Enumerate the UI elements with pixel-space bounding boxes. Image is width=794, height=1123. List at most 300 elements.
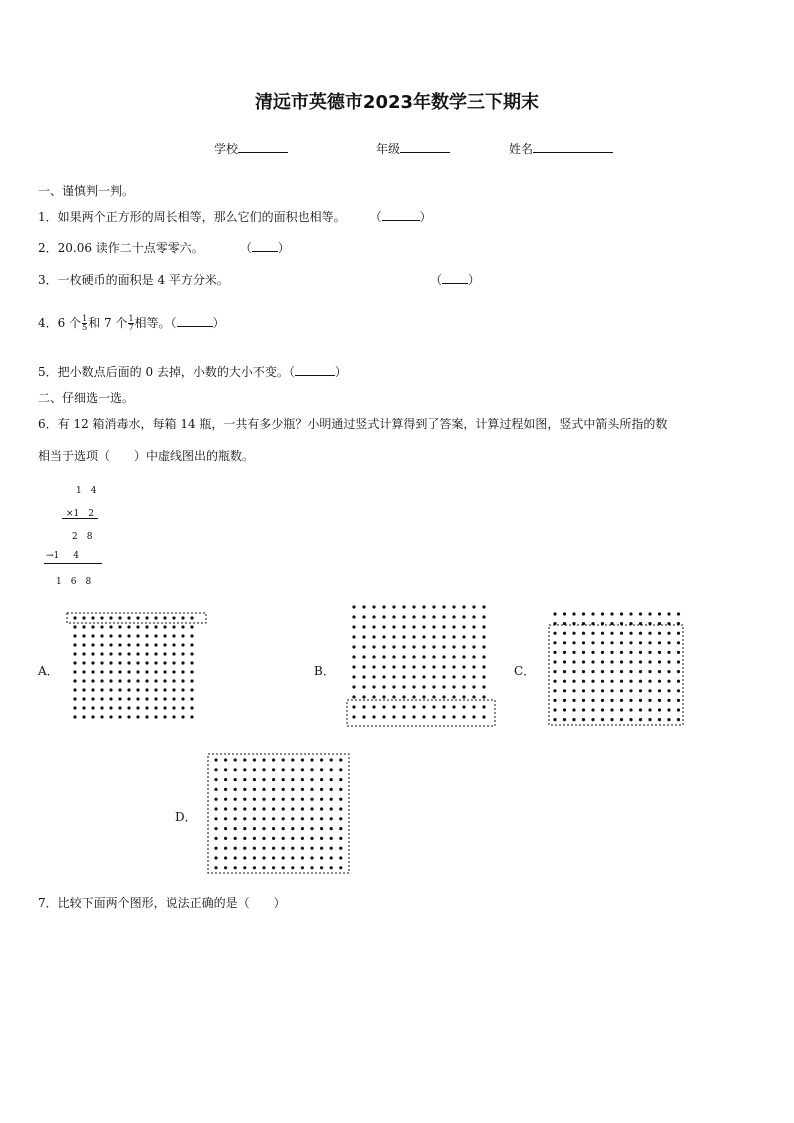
bottle-dot bbox=[100, 679, 103, 682]
bottle-dot bbox=[291, 807, 294, 810]
bottle-dot bbox=[442, 705, 445, 708]
bottle-dot bbox=[422, 675, 425, 678]
bottle-dot bbox=[382, 645, 385, 648]
bottle-dot bbox=[372, 665, 375, 668]
bottle-dot bbox=[100, 652, 103, 655]
bottle-dot bbox=[482, 685, 485, 688]
bottle-dot bbox=[572, 612, 575, 615]
bottle-dot bbox=[591, 632, 594, 635]
q2-paren-open: （ bbox=[239, 241, 252, 255]
bottle-dot bbox=[136, 697, 139, 700]
bottle-dot bbox=[262, 847, 265, 850]
bottle-dot bbox=[234, 798, 237, 801]
bottle-dot bbox=[339, 847, 342, 850]
bottle-dot bbox=[629, 680, 632, 683]
bottle-dot bbox=[648, 632, 651, 635]
bottle-dot bbox=[372, 705, 375, 708]
bottle-dot bbox=[214, 807, 217, 810]
bottle-dot bbox=[320, 768, 323, 771]
bottle-dot bbox=[639, 699, 642, 702]
bottle-dot bbox=[224, 837, 227, 840]
bottle-dot bbox=[362, 615, 365, 618]
bottle-dot bbox=[412, 625, 415, 628]
q3-paren-open: （ bbox=[430, 273, 443, 287]
bottle-dot bbox=[667, 670, 670, 673]
bottle-dot bbox=[282, 817, 285, 820]
bottle-dot bbox=[154, 697, 157, 700]
bottle-dot bbox=[262, 837, 265, 840]
bottle-dot bbox=[339, 817, 342, 820]
bottle-dot bbox=[472, 715, 475, 718]
bottle-dot bbox=[620, 699, 623, 702]
bottle-dot bbox=[330, 807, 333, 810]
bottle-dot bbox=[154, 634, 157, 637]
bottle-dot bbox=[677, 708, 680, 711]
question-2-text: 2．20.06 读作二十点零零六。 bbox=[38, 241, 204, 255]
bottle-dot bbox=[639, 612, 642, 615]
question-2 bbox=[38, 239, 290, 256]
bottle-dot bbox=[362, 635, 365, 638]
bottle-dot bbox=[301, 758, 304, 761]
bottle-dot bbox=[127, 661, 130, 664]
fraction-one-seventh: $\frac{1}{7}$ bbox=[128, 314, 134, 332]
bottle-dot bbox=[224, 847, 227, 850]
bottle-dot bbox=[109, 715, 112, 718]
q3-paren-close: ） bbox=[468, 273, 481, 287]
bottle-dot bbox=[639, 718, 642, 721]
bottle-dot bbox=[100, 715, 103, 718]
bottle-dot bbox=[629, 670, 632, 673]
bottle-dot bbox=[620, 612, 623, 615]
bottle-dot bbox=[372, 675, 375, 678]
bottle-dot bbox=[310, 758, 313, 761]
bottle-dot bbox=[352, 625, 355, 628]
bottle-dot bbox=[214, 768, 217, 771]
bottle-dot bbox=[330, 837, 333, 840]
bottle-dot bbox=[172, 715, 175, 718]
bottle-dot bbox=[243, 798, 246, 801]
bottle-dot bbox=[648, 612, 651, 615]
bottle-dot bbox=[243, 837, 246, 840]
bottle-dot bbox=[472, 675, 475, 678]
bottle-dot bbox=[127, 625, 130, 628]
bottle-dot bbox=[282, 798, 285, 801]
bottle-dot bbox=[610, 641, 613, 644]
option-a-dot-grid[interactable] bbox=[66, 612, 208, 728]
bottle-dot bbox=[582, 699, 585, 702]
bottle-dot bbox=[677, 660, 680, 663]
bottle-dot bbox=[352, 685, 355, 688]
bottle-dot bbox=[163, 688, 166, 691]
bottle-dot bbox=[272, 866, 275, 869]
bottle-dot bbox=[127, 697, 130, 700]
bottle-dot bbox=[301, 837, 304, 840]
question-1-text: 1．如果两个正方形的周长相等，那么它们的面积也相等。 bbox=[38, 210, 346, 224]
bottle-dot bbox=[601, 689, 604, 692]
bottle-dot bbox=[392, 605, 395, 608]
bottle-dot bbox=[320, 827, 323, 830]
bottle-dot bbox=[181, 643, 184, 646]
bottle-dot bbox=[109, 625, 112, 628]
bottle-dot bbox=[362, 645, 365, 648]
bottle-dot bbox=[234, 758, 237, 761]
bottle-dot bbox=[118, 679, 121, 682]
bottle-dot bbox=[253, 827, 256, 830]
bottle-dot bbox=[100, 688, 103, 691]
bottle-dot bbox=[402, 715, 405, 718]
bottle-dot bbox=[412, 705, 415, 708]
bottle-dot bbox=[412, 655, 415, 658]
bottle-dot bbox=[154, 625, 157, 628]
bottle-dot bbox=[648, 708, 651, 711]
bottle-dot bbox=[667, 660, 670, 663]
bottle-dot bbox=[73, 706, 76, 709]
bottle-dot bbox=[253, 817, 256, 820]
bottle-dot bbox=[82, 643, 85, 646]
bottle-dot bbox=[282, 788, 285, 791]
bottle-dot bbox=[658, 670, 661, 673]
bottle-dot bbox=[412, 605, 415, 608]
bottle-dot bbox=[181, 625, 184, 628]
bottle-dot bbox=[253, 778, 256, 781]
bottle-dot bbox=[382, 705, 385, 708]
bottle-dot bbox=[372, 635, 375, 638]
bottle-dot bbox=[181, 616, 184, 619]
bottle-dot bbox=[432, 715, 435, 718]
bottle-dot bbox=[582, 651, 585, 654]
bottle-dot bbox=[620, 708, 623, 711]
section-2-heading: 二、仔细选一选。 bbox=[38, 391, 135, 405]
q2-answer-blank[interactable] bbox=[252, 239, 278, 252]
option-b-dot-grid[interactable] bbox=[345, 603, 497, 728]
bottle-dot bbox=[572, 660, 575, 663]
bottle-dot bbox=[224, 768, 227, 771]
bottle-dot bbox=[272, 827, 275, 830]
bottle-dot bbox=[163, 616, 166, 619]
bottle-dot bbox=[591, 670, 594, 673]
bottle-dot bbox=[91, 643, 94, 646]
bottle-dot bbox=[190, 634, 193, 637]
q1-paren-open: （ bbox=[369, 210, 382, 224]
bottle-dot bbox=[472, 655, 475, 658]
bottle-dot bbox=[422, 645, 425, 648]
bottle-dot bbox=[422, 655, 425, 658]
bottle-dot bbox=[163, 715, 166, 718]
bottle-dot bbox=[610, 632, 613, 635]
bottle-dot bbox=[553, 689, 556, 692]
bottle-dot bbox=[362, 685, 365, 688]
bottle-dot bbox=[282, 866, 285, 869]
bottle-dot bbox=[262, 768, 265, 771]
bottle-dot bbox=[658, 651, 661, 654]
bottle-dot bbox=[118, 652, 121, 655]
bottle-dot bbox=[291, 758, 294, 761]
bottle-dot bbox=[432, 655, 435, 658]
bottle-dot bbox=[601, 718, 604, 721]
bottle-dot bbox=[118, 661, 121, 664]
bottle-dot bbox=[243, 866, 246, 869]
bottle-dot bbox=[382, 665, 385, 668]
bottle-dot bbox=[190, 679, 193, 682]
bottle-dot bbox=[667, 718, 670, 721]
bottle-dot bbox=[339, 866, 342, 869]
calc-row-5: 1 6 8 bbox=[56, 577, 92, 587]
bottle-dot bbox=[482, 675, 485, 678]
bottle-dot bbox=[582, 680, 585, 683]
q4-text-pre: 4．6 个 bbox=[38, 316, 82, 330]
bottle-dot bbox=[100, 670, 103, 673]
bottle-dot bbox=[432, 645, 435, 648]
bottle-dot bbox=[253, 798, 256, 801]
bottle-dot bbox=[109, 679, 112, 682]
bottle-dot bbox=[553, 632, 556, 635]
bottle-dot bbox=[432, 605, 435, 608]
option-c-dot-grid[interactable] bbox=[547, 609, 685, 727]
bottle-dot bbox=[234, 778, 237, 781]
bottle-dot bbox=[422, 615, 425, 618]
bottle-dot bbox=[282, 758, 285, 761]
bottle-dot bbox=[582, 689, 585, 692]
name-blank bbox=[533, 140, 613, 153]
bottle-dot bbox=[452, 665, 455, 668]
bottle-dot bbox=[339, 807, 342, 810]
bottle-dot bbox=[382, 635, 385, 638]
bottle-dot bbox=[234, 788, 237, 791]
q3-answer-blank[interactable] bbox=[442, 271, 468, 284]
bottle-dot bbox=[629, 612, 632, 615]
bottle-dot bbox=[73, 652, 76, 655]
bottle-dot bbox=[272, 788, 275, 791]
calc-rule-1 bbox=[62, 518, 98, 519]
bottle-dot bbox=[73, 661, 76, 664]
bottle-dot bbox=[563, 612, 566, 615]
bottle-dot bbox=[320, 866, 323, 869]
calc-rule-2 bbox=[44, 563, 102, 564]
name-label: 姓名 bbox=[509, 142, 534, 156]
bottle-dot bbox=[563, 651, 566, 654]
bottle-dot bbox=[172, 688, 175, 691]
bottle-dot bbox=[402, 655, 405, 658]
option-d-dot-grid[interactable] bbox=[206, 752, 351, 875]
bottle-dot bbox=[262, 827, 265, 830]
bottle-dot bbox=[224, 758, 227, 761]
bottle-dot bbox=[154, 670, 157, 673]
bottle-dot bbox=[262, 856, 265, 859]
bottle-dot bbox=[452, 655, 455, 658]
bottle-dot bbox=[214, 758, 217, 761]
bottle-dot bbox=[100, 697, 103, 700]
q4-paren-close: ） bbox=[212, 316, 225, 330]
bottle-dot bbox=[127, 688, 130, 691]
bottle-dot bbox=[127, 706, 130, 709]
bottle-dot bbox=[582, 612, 585, 615]
bottle-dot bbox=[163, 661, 166, 664]
bottle-dot bbox=[591, 660, 594, 663]
bottle-dot bbox=[136, 706, 139, 709]
bottle-dot bbox=[214, 778, 217, 781]
bottle-dot bbox=[100, 706, 103, 709]
bottle-dot bbox=[402, 685, 405, 688]
bottle-dot bbox=[629, 699, 632, 702]
bottle-dot bbox=[91, 634, 94, 637]
bottle-dot bbox=[648, 718, 651, 721]
bottle-dot bbox=[392, 695, 395, 698]
bottle-dot bbox=[452, 615, 455, 618]
bottle-dot bbox=[339, 788, 342, 791]
bottle-dot bbox=[382, 615, 385, 618]
bottle-dot bbox=[582, 641, 585, 644]
bottle-dot bbox=[639, 660, 642, 663]
bottle-dot bbox=[163, 652, 166, 655]
bottle-dot bbox=[282, 778, 285, 781]
bottle-dot bbox=[127, 679, 130, 682]
bottle-dot bbox=[310, 768, 313, 771]
bottle-dot bbox=[109, 661, 112, 664]
bottle-dot bbox=[234, 866, 237, 869]
bottle-dot bbox=[214, 827, 217, 830]
bottle-dot bbox=[432, 705, 435, 708]
bottle-dot bbox=[320, 798, 323, 801]
q5-answer-blank[interactable] bbox=[295, 363, 335, 376]
bottle-dot bbox=[362, 605, 365, 608]
bottle-dot bbox=[127, 634, 130, 637]
bottle-dot bbox=[629, 632, 632, 635]
bottle-dot bbox=[462, 685, 465, 688]
bottle-dot bbox=[330, 827, 333, 830]
bottle-dot bbox=[73, 643, 76, 646]
bottle-dot bbox=[291, 837, 294, 840]
bottle-dot bbox=[658, 612, 661, 615]
bottle-dot bbox=[109, 616, 112, 619]
bottle-dot bbox=[310, 827, 313, 830]
bottle-dot bbox=[648, 670, 651, 673]
bottle-dot bbox=[352, 615, 355, 618]
bottle-dot bbox=[272, 847, 275, 850]
bottle-dot bbox=[412, 675, 415, 678]
bottle-dot bbox=[214, 817, 217, 820]
bottle-dot bbox=[572, 718, 575, 721]
bottle-dot bbox=[572, 670, 575, 673]
bottle-dot bbox=[462, 625, 465, 628]
bottle-dot bbox=[172, 697, 175, 700]
bottle-dot bbox=[339, 798, 342, 801]
bottle-dot bbox=[181, 706, 184, 709]
bottle-dot bbox=[109, 670, 112, 673]
bottle-dot bbox=[82, 697, 85, 700]
bottle-dot bbox=[253, 866, 256, 869]
option-a-label[interactable]: A． bbox=[38, 664, 59, 678]
bottle-dot bbox=[563, 641, 566, 644]
question-4 bbox=[38, 314, 225, 332]
bottle-dot bbox=[658, 641, 661, 644]
bottle-dot bbox=[629, 660, 632, 663]
q4-text-post: 相等。（ bbox=[134, 316, 177, 330]
bottle-dot bbox=[73, 625, 76, 628]
q1-answer-blank[interactable] bbox=[382, 208, 420, 221]
bottle-dot bbox=[639, 689, 642, 692]
bottle-dot bbox=[352, 715, 355, 718]
bottle-dot bbox=[253, 758, 256, 761]
bottle-dot bbox=[310, 817, 313, 820]
bottle-dot bbox=[591, 612, 594, 615]
bottle-dot bbox=[136, 679, 139, 682]
bottle-dot bbox=[282, 847, 285, 850]
bottle-dot bbox=[145, 634, 148, 637]
q4-answer-blank[interactable] bbox=[177, 314, 213, 327]
bottle-dot bbox=[330, 847, 333, 850]
option-d-label[interactable]: D． bbox=[175, 810, 197, 824]
bottle-dot bbox=[243, 807, 246, 810]
bottle-dot bbox=[330, 788, 333, 791]
bottle-dot bbox=[181, 670, 184, 673]
bottle-dot bbox=[291, 768, 294, 771]
bottle-dot bbox=[320, 817, 323, 820]
bottle-dot bbox=[154, 661, 157, 664]
bottle-dot bbox=[145, 670, 148, 673]
bottle-dot bbox=[372, 685, 375, 688]
bottle-dot bbox=[452, 635, 455, 638]
bottle-dot bbox=[352, 645, 355, 648]
bottle-dot bbox=[301, 807, 304, 810]
bottle-dot bbox=[563, 699, 566, 702]
q2-paren-close: ） bbox=[277, 241, 290, 255]
bottle-dot bbox=[291, 827, 294, 830]
bottle-dot bbox=[382, 655, 385, 658]
bottle-dot bbox=[320, 788, 323, 791]
bottle-dot bbox=[677, 612, 680, 615]
bottle-dot bbox=[291, 778, 294, 781]
bottle-dot bbox=[452, 695, 455, 698]
bottle-dot bbox=[382, 605, 385, 608]
bottle-dot bbox=[73, 634, 76, 637]
bottle-dot bbox=[91, 688, 94, 691]
bottle-dot bbox=[339, 778, 342, 781]
bottle-dot bbox=[601, 612, 604, 615]
bottle-dot bbox=[563, 718, 566, 721]
bottle-dot bbox=[330, 817, 333, 820]
bottle-dot bbox=[310, 807, 313, 810]
bottle-dot bbox=[432, 695, 435, 698]
bottle-dot bbox=[422, 605, 425, 608]
bottle-dot bbox=[163, 625, 166, 628]
bottle-dot bbox=[442, 615, 445, 618]
bottle-dot bbox=[591, 680, 594, 683]
bottle-dot bbox=[145, 643, 148, 646]
bottle-dot bbox=[73, 616, 76, 619]
bottle-dot bbox=[462, 675, 465, 678]
bottle-dot bbox=[82, 616, 85, 619]
bottle-dot bbox=[291, 856, 294, 859]
bottle-dot bbox=[572, 632, 575, 635]
bottle-dot bbox=[610, 651, 613, 654]
dashed-highlight bbox=[347, 700, 495, 726]
bottle-dot bbox=[620, 680, 623, 683]
option-b-label[interactable]: B． bbox=[314, 664, 335, 678]
question-5-text: 5．把小数点后面的 0 去掉，小数的大小不变。（ bbox=[38, 365, 295, 379]
bottle-dot bbox=[553, 612, 556, 615]
bottle-dot bbox=[330, 768, 333, 771]
option-c-label[interactable]: C． bbox=[514, 664, 536, 678]
bottle-dot bbox=[234, 817, 237, 820]
bottle-dot bbox=[82, 625, 85, 628]
bottle-dot bbox=[610, 660, 613, 663]
bottle-dot bbox=[482, 615, 485, 618]
bottle-dot bbox=[224, 807, 227, 810]
bottle-dot bbox=[136, 661, 139, 664]
bottle-dot bbox=[582, 708, 585, 711]
bottle-dot bbox=[677, 689, 680, 692]
bottle-dot bbox=[392, 665, 395, 668]
